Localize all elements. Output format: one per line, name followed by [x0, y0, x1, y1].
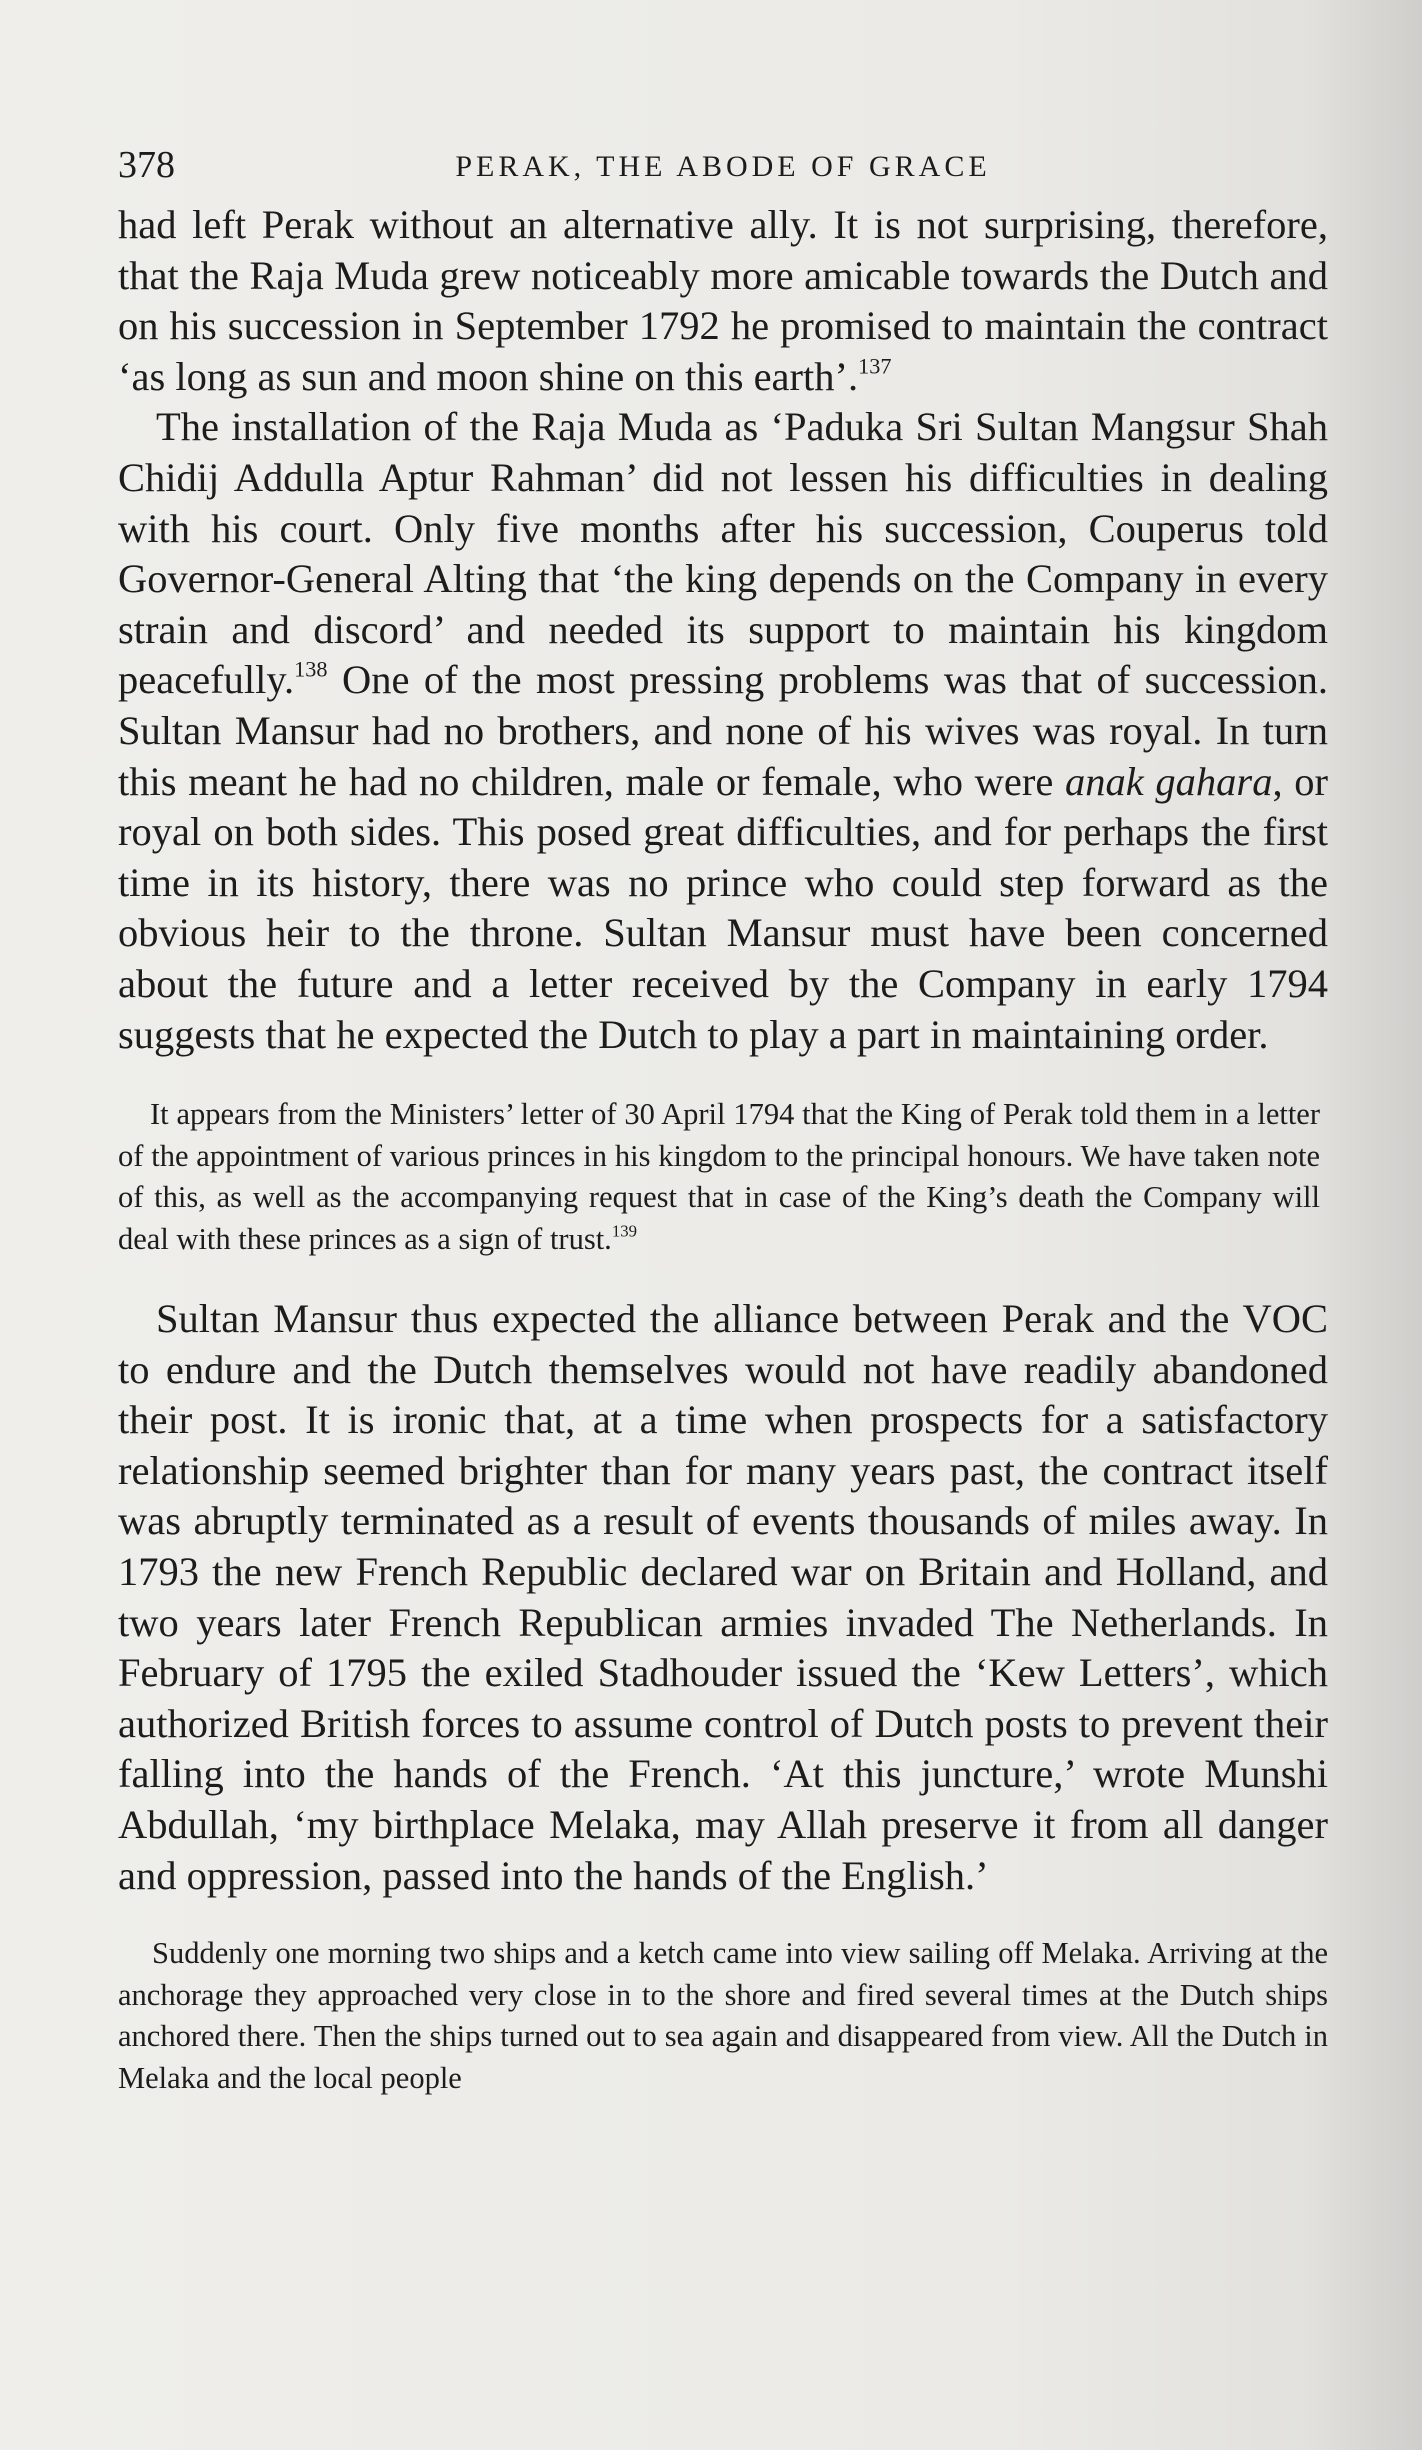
- paragraph-2-text-c: , or royal on both sides. This posed great difficulties, and for perhaps the first time in its history, there was no prince who could step forward as the obvious heir to the throne. Sultan Mansur must have been concerned about the future and a letter received by the Company in early 1794 suggests that he expected the Dutch to play a part in maintaining order.: [118, 758, 1328, 1057]
- running-title: PERAK, THE ABODE OF GRACE: [455, 150, 991, 183]
- paragraph-2-text-a: The installation of the Raja Muda as ‘Paduka Sri Sultan Mangsur Shah Chidij Addulla Aptur Rahman’ did not lessen his difficulties in dealing with his court. Only five months after his succession, Couperus told Governor-General Alting that ‘the king depends on the Company in every strain and discord’ and needed its support to maintain his kingdom peacefully.: [118, 404, 1328, 703]
- block-quote-1-text: It appears from the Ministers’ letter of 30 April 1794 that the King of Perak told them in a letter of the appointment of various princes in his kingdom to the principal honours. We have taken note of this, as well as the accompanying request that in case of the King’s death the Company will deal with these princes as a sign of trust.: [118, 1097, 1320, 1256]
- footnote-ref-137: 137: [858, 353, 892, 379]
- paragraph-3-text: Sultan Mansur thus expected the alliance between Perak and the VOC to endure and the Dutch themselves would not have readily abandoned their post. It is ironic that, at a time when prospects for a satisfactory relationship seemed brighter than for many years past, the contract itself was abruptly terminated as a result of events thousands of miles away. In 1793 the new French Republic declared war on Britain and Holland, and two years later French Republican armies invaded The Netherlands. In February of 1795 the exiled Stadhouder issued the ‘Kew Letters’, which authorized British forces to assume control of Dutch posts to prevent their falling into the hands of the French. ‘At this juncture,’ wrote Munshi Abdullah, ‘my birthplace Melaka, may Allah preserve it from all danger and oppression, passed into the hands of the English.’: [118, 1296, 1328, 1898]
- paragraph-2-text-b: One of the most pressing problems was that of succession. Sultan Mansur had no brothers, and none of his wives was royal. In turn this meant he had no children, male or female, who were: [118, 657, 1328, 804]
- footnote-ref-139: 139: [611, 1221, 637, 1241]
- body-text: [118, 200, 1328, 2099]
- page-header: [118, 140, 1328, 200]
- block-quote-1: [118, 1094, 1320, 1260]
- page-number: 378: [118, 144, 175, 186]
- paragraph-3: [118, 1294, 1328, 1901]
- paragraph-1: [118, 200, 1328, 402]
- italic-term: anak gahara: [1065, 758, 1273, 804]
- paragraph-1-text: had left Perak without an alternative ally. It is not surprising, therefore, that the Raja Muda grew noticeably more amicable towards the Dutch and on his succession in September 1792 he promised to maintain the contract ‘as long as sun and moon shine on this earth’.: [118, 202, 1328, 399]
- paragraph-2: [118, 402, 1328, 1060]
- block-quote-2-text: Suddenly one morning two ships and a ketch came into view sailing off Melaka. Arriving at the anchorage they approached very close in to the shore and fired several times at the Dutch ships anchored there. Then the ships turned out to sea again and disappeared from view. All the Dutch in Melaka and the local people: [118, 1936, 1328, 2095]
- block-quote-2: [118, 1933, 1328, 2099]
- footnote-ref-138: 138: [294, 656, 328, 682]
